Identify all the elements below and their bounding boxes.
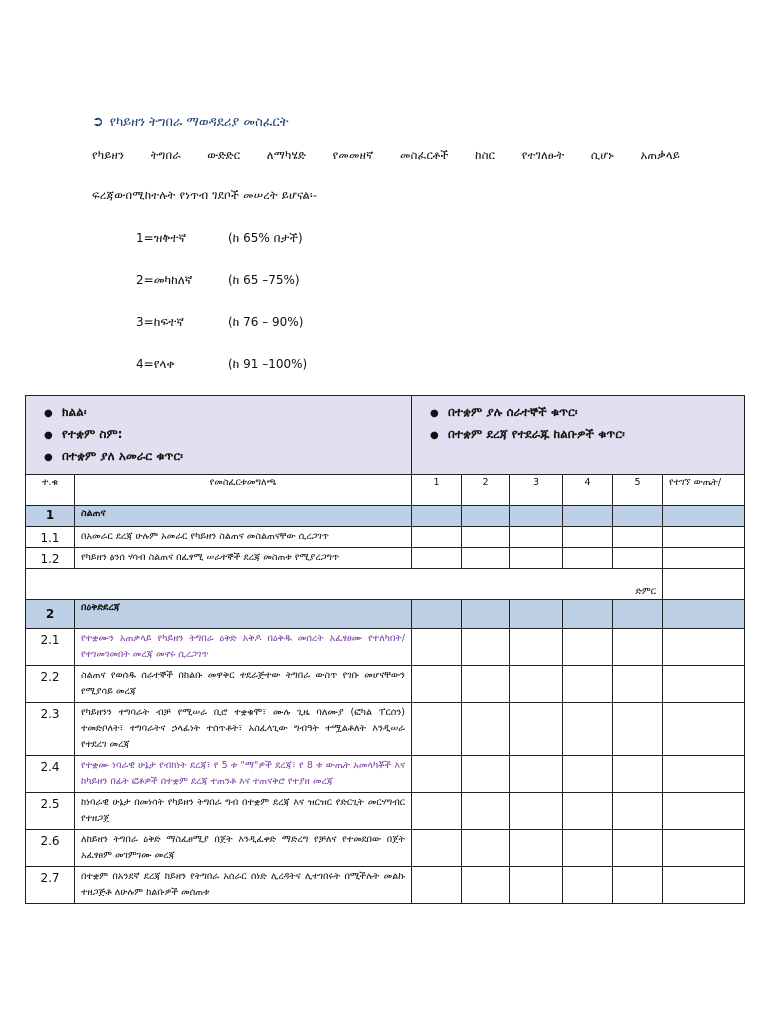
intro-line-2: ፍረጃውበሚከተሉት የነጥብ ገደቦች መሠረት ይሆናል፡- bbox=[92, 188, 318, 202]
score-cell[interactable] bbox=[462, 867, 510, 904]
scale-row bbox=[136, 273, 300, 288]
score-cell[interactable] bbox=[412, 666, 462, 703]
bullet-icon: ● bbox=[430, 408, 439, 419]
result-cell[interactable] bbox=[663, 666, 745, 703]
total-value-cell[interactable] bbox=[663, 569, 745, 600]
info-item: ● በተቋም ያለ አመራር ቁጥር፡ bbox=[44, 446, 405, 468]
scale-level: 2=መካከለኛ bbox=[136, 273, 193, 287]
table-row bbox=[26, 793, 745, 830]
result-cell[interactable] bbox=[663, 548, 745, 569]
item-text: የካይዘን ፅንሰ ሃሳብ ስልጠና በፈፃሚ ሠራተኞች ደረጃ መስጠቱ የሚያረጋግጥ bbox=[75, 548, 412, 569]
score-cell[interactable] bbox=[563, 629, 613, 666]
item-text: የካይዘንን ተግባራት ብቻ የሚሠራ ቢሮ ተቋቁሞ፣ ሙሉ ጊዜ ባለሙያ (ፎካል ፐርሰን) ተመድቦለት፣ ተግባራትና ኃላፊነት ተሰጥቶት፣ አስፈላጊው ግብዓት ተሟልቶለት እንዲሠራ የተደረገ መረጃ bbox=[75, 703, 412, 756]
item-number: 2.6 bbox=[26, 830, 75, 867]
info-item: ● ክልል፡ bbox=[44, 402, 405, 424]
score-cell[interactable] bbox=[613, 548, 663, 569]
score-cell[interactable] bbox=[412, 548, 462, 569]
item-number: 1.2 bbox=[26, 548, 75, 569]
item-number: 2.1 bbox=[26, 629, 75, 666]
result-cell[interactable] bbox=[663, 527, 745, 548]
score-cell[interactable] bbox=[510, 830, 563, 867]
item-text: የተቋሙ ነባራዊ ሁኔታ የብክነት ደረጃ፣ የ 5 ቱ "ማ"ዎች ደረጃ፣ የ 8 ቱ ውጤት አመላካቾች እና ከካይዘን በፊት ፎቶዎች በተቋም ደረጃ ተጠንቶ እና ተጠናቅሮ የተያዘ መረጃ bbox=[75, 756, 412, 793]
scale-level: 1=ዝቅተኛ bbox=[136, 231, 187, 245]
score-cell[interactable] bbox=[412, 629, 462, 666]
score-cell[interactable] bbox=[563, 867, 613, 904]
table-row bbox=[26, 830, 745, 867]
scale-row bbox=[136, 315, 303, 330]
scale-level: 3=ከፍተኛ bbox=[136, 315, 184, 329]
item-number: 2.7 bbox=[26, 867, 75, 904]
score-cell[interactable] bbox=[510, 703, 563, 756]
score-cell[interactable] bbox=[613, 527, 663, 548]
item-number: 2.2 bbox=[26, 666, 75, 703]
result-cell[interactable] bbox=[663, 793, 745, 830]
score-cell[interactable] bbox=[412, 830, 462, 867]
score-cell[interactable] bbox=[462, 830, 510, 867]
section-row bbox=[26, 506, 745, 527]
item-text: በአመራር ደረጃ ሁሉም አመራር የካይዘን ስልጠና መስልጠናቸው ሲረጋገጥ bbox=[75, 527, 412, 548]
score-cell[interactable] bbox=[462, 527, 510, 548]
info-right bbox=[412, 396, 745, 475]
header-no: ተ.ቁ bbox=[26, 475, 75, 506]
total-label: ድምር bbox=[26, 569, 663, 600]
score-cell[interactable] bbox=[462, 629, 510, 666]
score-cell[interactable] bbox=[510, 527, 563, 548]
score-cell[interactable] bbox=[412, 793, 462, 830]
result-cell[interactable] bbox=[663, 629, 745, 666]
item-number: 2.5 bbox=[26, 793, 75, 830]
score-cell[interactable] bbox=[510, 548, 563, 569]
info-item: ● በተቋም ያሉ ሰራተኞች ቁጥር፡ bbox=[430, 402, 738, 424]
result-cell[interactable] bbox=[663, 867, 745, 904]
scale-range: (ከ 76 – 90%) bbox=[228, 315, 304, 329]
table-header-row bbox=[26, 475, 745, 506]
score-cell[interactable] bbox=[412, 527, 462, 548]
score-cell[interactable] bbox=[412, 867, 462, 904]
evaluation-table bbox=[25, 395, 745, 904]
score-cell[interactable] bbox=[462, 703, 510, 756]
score-cell[interactable] bbox=[510, 756, 563, 793]
score-cell[interactable] bbox=[563, 830, 613, 867]
intro-line-1: የካይዘን ትግበራ ውድድር ለማካሄድ የመመዘኛ መስፈርቶች ከስር የተገለፁት ሲሆኑ አጠቃላይ bbox=[92, 148, 680, 162]
scale-range: (ከ 65 –75%) bbox=[228, 273, 300, 287]
score-cell[interactable] bbox=[563, 703, 613, 756]
circled-arrow-icon: ➲ bbox=[92, 114, 104, 130]
scale-range: (ከ 91 –100%) bbox=[228, 357, 308, 371]
score-cell[interactable] bbox=[563, 793, 613, 830]
section-number: 1 bbox=[26, 506, 75, 527]
item-number: 2.3 bbox=[26, 703, 75, 756]
item-text: ስልጠና የወሰዱ ሰራተኞች በከልቡ መዋቅር ተደራጅተው ትግበራ ውስጥ የገቡ መሆናቸውን የሚያሳይ መረጃ bbox=[75, 666, 412, 703]
score-cell[interactable] bbox=[563, 756, 613, 793]
score-cell[interactable] bbox=[510, 793, 563, 830]
result-cell[interactable] bbox=[663, 703, 745, 756]
table-row bbox=[26, 629, 745, 666]
score-cell[interactable] bbox=[510, 666, 563, 703]
bullet-icon: ● bbox=[44, 452, 53, 463]
bullet-icon: ● bbox=[44, 430, 53, 441]
score-cell[interactable] bbox=[613, 629, 663, 666]
score-cell[interactable] bbox=[613, 867, 663, 904]
result-cell[interactable] bbox=[663, 830, 745, 867]
score-cell[interactable] bbox=[462, 756, 510, 793]
header-criteria: የመስፈርቱመግለጫ bbox=[75, 475, 412, 506]
score-cell[interactable] bbox=[563, 548, 613, 569]
item-text: በተቋም በአንደኛ ደረጃ ከይዘን የትግበራ አሰራር ሰነድ ሊረዳትና ሊተገበሩት በሚችሉት መልኩ ተዘጋጅቶ ለሁሉም ከልቡዎች መሰጠቱ bbox=[75, 867, 412, 904]
score-cell[interactable] bbox=[613, 830, 663, 867]
scale-level: 4=የላቀ bbox=[136, 357, 175, 371]
page-heading bbox=[92, 114, 289, 130]
score-cell[interactable] bbox=[462, 548, 510, 569]
bullet-icon: ● bbox=[430, 430, 439, 441]
heading-text: የካይዘን ትግበራ ማወዳደሪያ መስፈርት bbox=[109, 114, 289, 130]
scale-row bbox=[136, 231, 303, 246]
section-row bbox=[26, 600, 745, 629]
section-title: ስልጠና bbox=[75, 506, 412, 527]
header-score-2: 2 bbox=[462, 475, 510, 506]
score-cell[interactable] bbox=[613, 793, 663, 830]
item-text: የተቋሙን አጠቃላይ የካይዘን ትግበራ ዕቅድ አቅዶ በዕቅዱ መሰረት አፈፃፀሙ የተለካበት/የተገመገመበት መረጃ መኖሩ ሲረጋገጥ bbox=[75, 629, 412, 666]
table-row bbox=[26, 666, 745, 703]
score-cell[interactable] bbox=[510, 867, 563, 904]
table-row bbox=[26, 867, 745, 904]
info-row bbox=[26, 396, 745, 475]
section-number: 2 bbox=[26, 600, 75, 629]
header-score-4: 4 bbox=[563, 475, 613, 506]
table-row bbox=[26, 527, 745, 548]
info-item: ● የተቋም ስም: bbox=[44, 424, 405, 446]
score-cell[interactable] bbox=[613, 756, 663, 793]
section-title: በዕቅድደረጃ bbox=[75, 600, 412, 629]
score-cell[interactable] bbox=[462, 793, 510, 830]
score-cell[interactable] bbox=[510, 629, 563, 666]
table-row bbox=[26, 756, 745, 793]
score-cell[interactable] bbox=[412, 703, 462, 756]
info-item: ● በተቋም ደረጃ የተደራጁ ከልቡዎች ቁጥር፡ bbox=[430, 424, 738, 446]
score-cell[interactable] bbox=[462, 666, 510, 703]
header-score-3: 3 bbox=[510, 475, 563, 506]
header-result: የተገኘ ውጤት/ bbox=[663, 475, 745, 506]
total-row bbox=[26, 569, 745, 600]
scale-range: (ከ 65% በታች) bbox=[228, 231, 303, 245]
score-cell[interactable] bbox=[412, 756, 462, 793]
item-text: ለከይዘን ትግበራ ዕቅድ ማስፈፀሚያ በጀት እንዲፈቀድ ማድረግ የቻለና የተመደበው በጀት አፈፃፀም መገምገሙ መረጃ bbox=[75, 830, 412, 867]
score-cell[interactable] bbox=[613, 703, 663, 756]
header-score-1: 1 bbox=[412, 475, 462, 506]
table-row bbox=[26, 703, 745, 756]
item-text: ከነባራዊ ሁኔታ በመነሳት የካይዘን ትግበራ ግብ በተቋም ደረጃ እና ዝርዝር የድርጊት መርሃግብር የተዘጋጀ bbox=[75, 793, 412, 830]
scale-row bbox=[136, 357, 307, 372]
header-score-5: 5 bbox=[613, 475, 663, 506]
item-number: 2.4 bbox=[26, 756, 75, 793]
table-row bbox=[26, 548, 745, 569]
score-cell[interactable] bbox=[613, 666, 663, 703]
score-cell[interactable] bbox=[563, 666, 613, 703]
info-left bbox=[26, 396, 412, 475]
item-number: 1.1 bbox=[26, 527, 75, 548]
bullet-icon: ● bbox=[44, 408, 53, 419]
result-cell[interactable] bbox=[663, 756, 745, 793]
score-cell[interactable] bbox=[563, 527, 613, 548]
